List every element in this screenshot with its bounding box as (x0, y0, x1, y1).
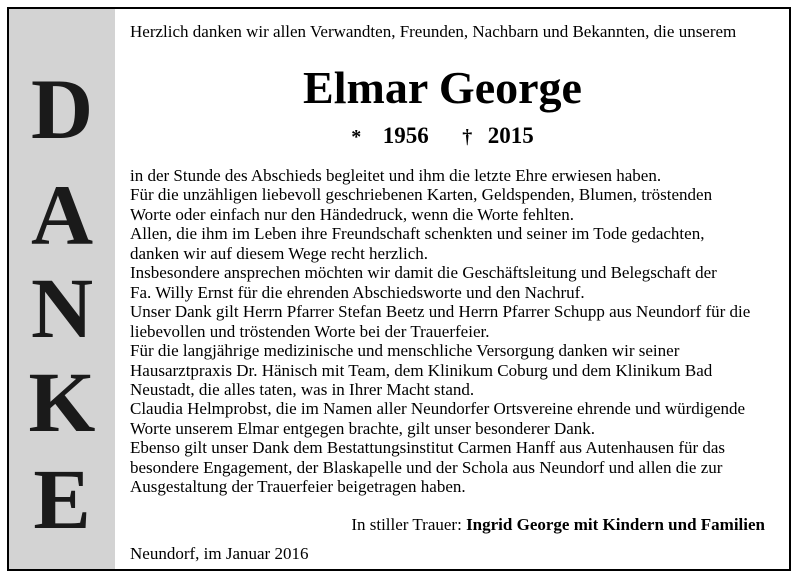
signature-names: Ingrid George mit Kindern und Familien (466, 515, 765, 534)
signature-prefix: In stiller Trauer: (351, 515, 462, 534)
place-date: Neundorf, im Januar 2016 (130, 544, 309, 563)
body-line: Für die unzähligen liebevoll geschriebenen Karten, Geldspenden, Blumen, tröstenden (130, 185, 713, 205)
danke-letter-a: A (30, 167, 94, 263)
body-line: Für die langjährige medizinische und menschliche Versorgung danken wir seiner (130, 341, 680, 361)
body-line: Unser Dank gilt Herrn Pfarrer Stefan Beetz und Herrn Pfarrer Schupp aus Neundorf für die (130, 302, 751, 322)
body-line: Neustadt, die alles taten, was in Ihrer Macht stand. (130, 379, 475, 399)
body-line: Insbesondere ansprechen möchten wir damit die Geschäftsleitung und Belegschaft der (130, 263, 717, 283)
body-line: Hausarztpraxis Dr. Hänisch mit Team, dem Klinikum Coburg und dem Klinikum Bad (130, 360, 713, 380)
body-line: Ebenso gilt unser Dank dem Bestattungsinstitut Carmen Hanff aus Autenhausen für das (130, 438, 726, 458)
body-line: in der Stunde des Abschieds begleitet und ihm die letzte Ehre erwiesen haben. (130, 166, 662, 185)
body-line: Fa. Willy Ernst für die ehrenden Abschiedsworte und den Nachruf. (130, 282, 585, 302)
body-line: Claudia Helmprobst, die im Namen aller Neundorfer Ortsvereine ehrende und würdigende (130, 399, 746, 419)
birth-year: 1956 (382, 123, 429, 148)
death-cross-icon: † (462, 126, 473, 148)
deceased-name: Elmar George (303, 62, 582, 113)
death-year: 2015 (487, 123, 534, 148)
signature-line (120, 514, 765, 536)
danke-sidebar (9, 9, 115, 569)
body-line: liebevollen und tröstenden Worte bei der Trauerfeier. (130, 321, 490, 341)
body-line: Worte oder einfach nur den Händedruck, wenn die Worte fehlten. (130, 204, 574, 224)
body-line: Allen, die ihm im Leben ihre Freundschaft schenkten und seiner im Tode gedachten, (130, 224, 705, 244)
thanks-body (130, 166, 790, 497)
body-line: Worte unserem Elmar entgegen brachte, gilt unser besonderer Dank. (130, 418, 596, 438)
birth-star-icon: * (351, 126, 362, 148)
body-line: Ausgestaltung der Trauerfeier beigetragen haben. (130, 477, 466, 497)
life-dates (120, 120, 765, 153)
body-line: besondere Engagement, der Blaskapelle und der Schola aus Neundorf und allen die zur (130, 457, 723, 477)
danke-letter-n: N (30, 260, 94, 356)
intro-text: Herzlich danken wir allen Verwandten, Freunden, Nachbarn und Bekannten, die unserem (130, 22, 737, 41)
body-line: danken wir auf diesem Wege recht herzlich. (130, 243, 429, 263)
danke-letter-d: D (30, 61, 94, 157)
danke-letter-k: K (28, 354, 96, 450)
danke-letter-e: E (33, 451, 91, 547)
